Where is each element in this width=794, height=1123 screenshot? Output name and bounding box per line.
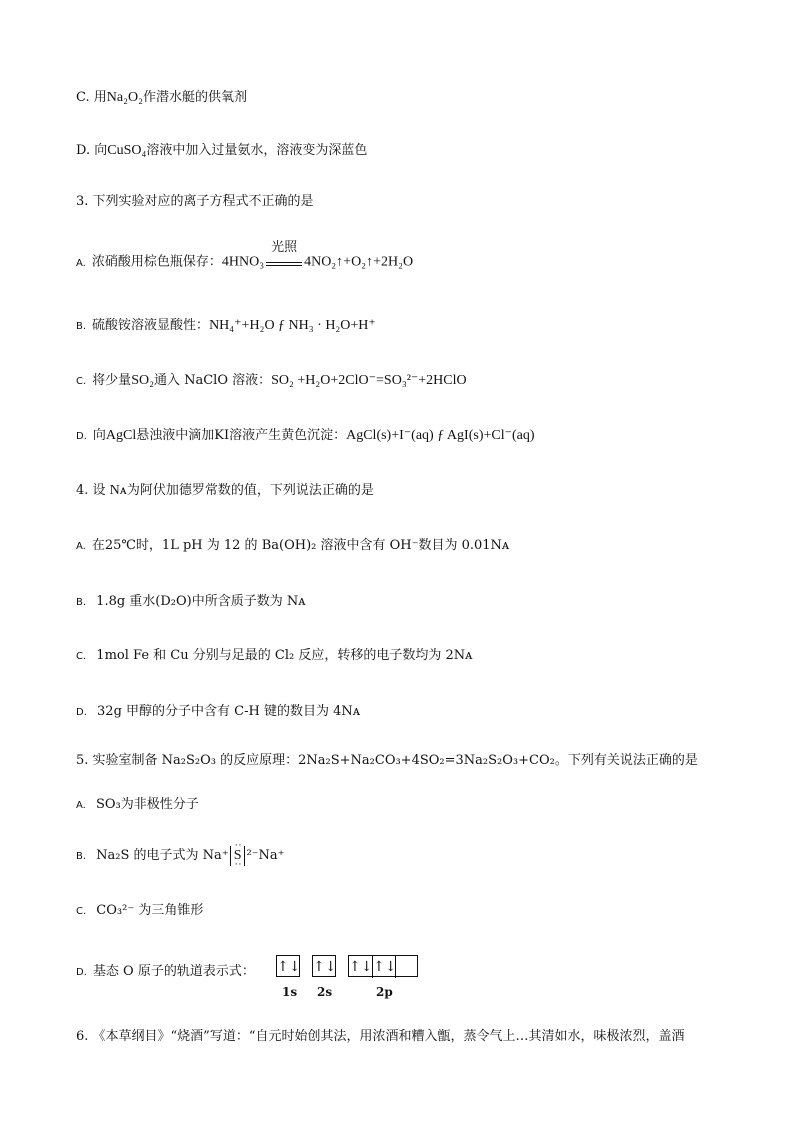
- q4-option-a: A. 在25℃时，1L pH 为 12 的 Ba(OH)₂ 溶液中含有 OH⁻数目为 0.01Nᴀ: [76, 538, 510, 553]
- q5-option-a: A. SO₃为非极性分子: [76, 797, 199, 812]
- question-3: 3. 下列实验对应的离子方程式不正确的是: [76, 194, 314, 209]
- lewis-structure: ·· S ··: [230, 846, 246, 866]
- formula: CuSO₄: [107, 143, 147, 158]
- orbital-box-2s: ↑↓: [312, 955, 336, 977]
- option-d-copper-sulfate: D. 向CuSO₄溶液中加入过量氨水，溶液变为深蓝色: [76, 143, 368, 158]
- q5-option-c: C. CO₃²⁻ 为三角锥形: [76, 903, 204, 918]
- q3-option-a: A. 浓硝酸用棕色瓶保存：4HNO₃ 光照 4NO₂↑+O₂↑+2H₂O: [76, 252, 413, 274]
- q4-option-b: B. 1.8g 重水(D₂O)中所含质子数为 Nᴀ: [76, 594, 306, 609]
- q5-option-b: B. Na₂S 的电子式为 Na⁺ ·· S ·· ²⁻Na⁺: [76, 841, 285, 870]
- question-4: 4. 设 Nᴀ为阿伏加德罗常数的值，下列说法正确的是: [76, 483, 374, 498]
- option-c-sodium-peroxide: C. 用Na₂O₂作潜水艇的供氧剂: [76, 90, 247, 105]
- q3-option-d: D. 向AgCl悬浊液中滴加KI溶液产生黄色沉淀：AgCl(s)+I⁻(aq) ƒ AgI(s)+Cl⁻(aq): [76, 428, 535, 443]
- q5-option-d: D. 基态 O 原子的轨道表示式：: [76, 964, 255, 979]
- q4-option-d: D. 32g 甲醇的分子中含有 C-H 键的数目为 4Nᴀ: [76, 704, 361, 719]
- q4-option-c: C. 1mol Fe 和 Cu 分别与足最的 Cl₂ 反应，转移的电子数均为 2Nᴀ: [76, 648, 473, 663]
- reaction-condition: 光照: [264, 252, 304, 272]
- q3-option-c: C. 将少量SO₂通入 NaClO 溶液：SO₂ +H₂O+2ClO⁻=SO₃²⁻+2HClO: [76, 373, 467, 388]
- formula: Na₂O₂: [106, 90, 143, 105]
- orbital-box-2p: ↑↓ ↑↓: [348, 955, 418, 977]
- q3-option-b: B. 硫酸铵溶液显酸性：NH₄⁺+H₂O ƒ NH₃ · H₂O+H⁺: [76, 318, 376, 333]
- orbital-box-1s: ↑↓: [276, 955, 300, 977]
- question-6: 6. 《本草纲目》“烧酒”写道：“自元时始创其法，用浓酒和糟入甑，蒸令气上…其清如水，味极浓烈，盖酒: [76, 1029, 685, 1044]
- question-5: 5. 实验室制备 Na₂S₂O₃ 的反应原理：2Na₂S+Na₂CO₃+4SO₂=3Na₂S₂O₃+CO₂。下列有关说法正确的是: [76, 753, 698, 768]
